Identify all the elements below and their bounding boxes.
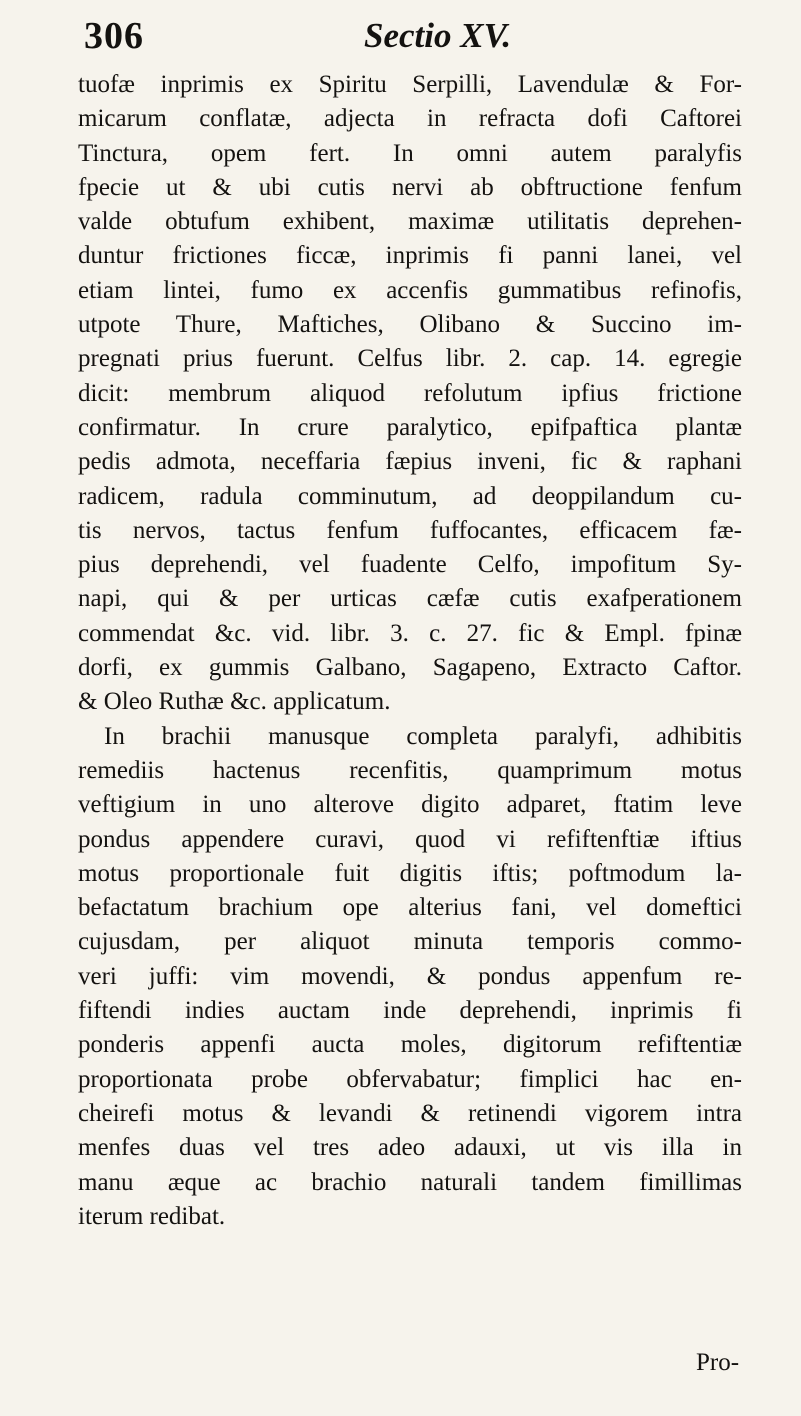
text-line: iterum redibat. — [78, 1202, 226, 1230]
text-line: ponderis appenfi aucta moles, digitorum refiftentiæ — [78, 1031, 742, 1059]
page-header — [84, 14, 734, 64]
text-line: confirmatur. In crure paralytico, epifpaftica plantæ — [78, 413, 742, 441]
text-line: & Oleo Ruthæ &c. applicatum. — [78, 688, 391, 716]
text-line: remediis hactenus recenfitis, quamprimum motus — [78, 756, 742, 784]
text-line: tis nervos, tactus fenfum fuffocantes, efficacem fæ- — [78, 516, 742, 544]
text-line: dicit: membrum aliquod refolutum ipfius frictione — [78, 379, 742, 407]
text-line: cheirefi motus & levandi & retinendi vigorem intra — [78, 1099, 742, 1127]
text-line: valde obtufum exhibent, maximæ utilitatis deprehen- — [78, 208, 742, 236]
text-line: dorfi, ex gummis Galbano, Sagapeno, Extracto Caftor. — [78, 654, 742, 682]
text-line: Tinctura, opem fert. In omni autem paralyfis — [78, 139, 742, 167]
text-line: befactatum brachium ope alterius fani, vel domeftici — [78, 894, 742, 922]
text-line: proportionata probe obfervabatur; fimplici hac en- — [78, 1065, 742, 1093]
text-line: pius deprehendi, vel fuadente Celfo, impofitum Sy- — [78, 551, 742, 579]
page-number: 306 — [84, 15, 144, 57]
text-line: In brachii manusque completa paralyfi, adhibitis — [104, 722, 742, 750]
text-line: pondus appendere curavi, quod vi refiftenftiæ iftius — [78, 825, 742, 853]
text-line: cujusdam, per aliquot minuta temporis commo- — [78, 928, 742, 956]
text-line: fiftendi indies auctam inde deprehendi, inprimis fi — [78, 997, 742, 1025]
catchword: Pro- — [696, 1349, 740, 1376]
body-text — [78, 68, 742, 1234]
text-line: commendat &c. vid. libr. 3. c. 27. fic & Empl. fpinæ — [78, 619, 742, 647]
text-line: manu æque ac brachio naturali tandem fimillimas — [78, 1168, 742, 1196]
text-line: veftigium in uno alterove digito adparet, ftatim leve — [78, 791, 742, 819]
text-line: pregnati prius fuerunt. Celfus libr. 2. cap. 14. egregie — [78, 345, 742, 373]
text-line: fpecie ut & ubi cutis nervi ab obftructione fenfum — [78, 173, 742, 201]
text-line: utpote Thure, Maftiches, Olibano & Succino im- — [78, 311, 742, 339]
text-line: veri juffi: vim movendi, & pondus appenfum re- — [78, 962, 742, 990]
text-line: pedis admota, neceffaria fæpius inveni, fic & raphani — [78, 448, 742, 476]
text-line: micarum conflatæ, adjecta in refracta dofi Caftorei — [78, 105, 742, 133]
text-line: napi, qui & per urticas cæfæ cutis exafperationem — [78, 585, 742, 613]
text-line: tuofæ inprimis ex Spiritu Serpilli, Lavendulæ & For- — [78, 71, 742, 98]
running-head: Sectio XV. — [364, 16, 512, 55]
text-line: radicem, radula comminutum, ad deoppilandum cu- — [78, 482, 742, 510]
text-line: menfes duas vel tres adeo adauxi, ut vis illa in — [78, 1134, 742, 1162]
text-line: duntur frictiones ficcæ, inprimis fi panni lanei, vel — [78, 242, 742, 270]
text-line: motus proportionale fuit digitis iftis; poftmodum la- — [78, 859, 742, 887]
text-line: etiam lintei, fumo ex accenfis gummatibus refinofis, — [78, 276, 742, 304]
